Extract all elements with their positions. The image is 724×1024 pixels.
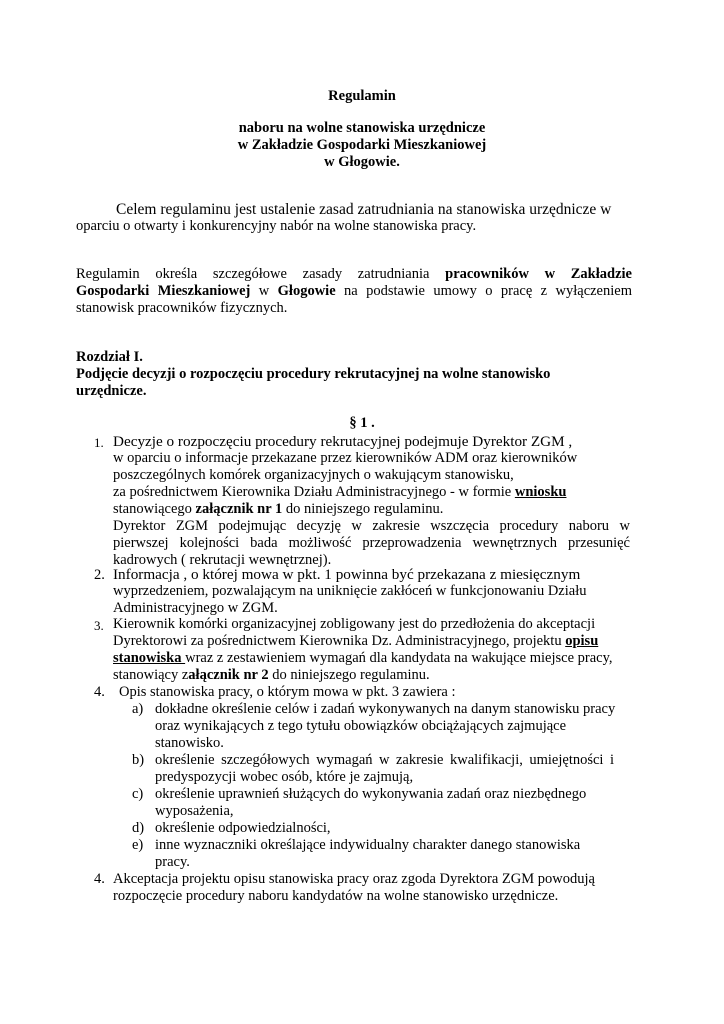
item-3-line-1: Kierownik komórki organizacyjnej zobligowany jest do przedłożenia do akceptacji: [113, 616, 596, 632]
scope-text-w: w: [250, 283, 278, 299]
scope-line-3: stanowisk pracowników fizycznych.: [76, 300, 288, 316]
item-1-line-4: [113, 484, 566, 501]
scope-bold-company: Gospodarki Mieszkaniowej: [76, 283, 251, 299]
scope-bold-text: pracowników w Zakładzie: [445, 266, 632, 282]
zalacznik-1-text: załącznik nr 1: [195, 501, 283, 517]
item-1-line-8: kadrowych ( rekrutacji wewnętrznej).: [113, 552, 332, 568]
scope-text-rest: na podstawie umowy o pracę z wyłączeniem: [335, 283, 632, 299]
zalacznik-2-text: ałącznik nr 2: [188, 667, 269, 683]
title-company: w Zakładzie Gospodarki Mieszkaniowej: [237, 137, 487, 153]
sub-a-label: a): [132, 701, 144, 717]
sub-b-line-1: określenie szczegółowych wymagań w zakresie kwalifikacji, umiejętności i: [155, 752, 614, 768]
sub-a-line-1: dokładne określenie celów i zadań wykonywanych na danym stanowisku pracy: [155, 701, 616, 717]
item-5-number: 4.: [94, 871, 105, 887]
sub-e-line-2: pracy.: [155, 854, 190, 870]
item-1-number: 1.: [94, 435, 104, 450]
item-1-text: stanowiącego: [113, 501, 196, 517]
item-1-line-6: Dyrektor ZGM podejmując decyzję w zakresie wszczęcia procedury naboru w: [113, 518, 630, 534]
item-1-line-5: [113, 501, 443, 518]
scope-text: Regulamin określa szczegółowe zasady zatrudniania: [76, 266, 446, 282]
chapter-title-2: urzędnicze.: [76, 383, 147, 399]
scope-bold-city: Głogowie: [277, 283, 336, 299]
item-3-number: 3.: [94, 618, 104, 633]
item-4-line-1: Opis stanowiska pracy, o którym mowa w pkt. 3 zawiera :: [119, 684, 456, 700]
sub-c-line-2: wyposażenia,: [155, 803, 234, 819]
item-2-number: 2.: [94, 567, 105, 583]
chapter-title-1: Podjęcie decyzji o rozpoczęciu procedury rekrutacyjnej na wolne stanowisko: [76, 366, 551, 382]
sub-b-line-2: predyspozycji wobec osób, które je zajmują,: [155, 769, 414, 785]
sub-a-line-2: oraz wynikających z tego tytułu obowiązków obciążających zajmujące: [155, 718, 567, 734]
item-2-line-3: Administracyjnego w ZGM.: [113, 600, 278, 616]
scope-line-1: [76, 266, 632, 283]
item-5-line-1: Akceptacja projektu opisu stanowiska pracy oraz zgoda Dyrektora ZGM powodują: [113, 871, 595, 887]
item-3-line-3: [113, 650, 613, 667]
item-1-text: do niniejszego regulaminu.: [282, 501, 444, 517]
chapter-label: Rozdział I.: [76, 349, 143, 365]
intro-line-2: oparciu o otwarty i konkurencyjny nabór na wolne stanowiska pracy.: [76, 218, 477, 234]
item-2-line-2: wyprzedzeniem, pozwalającym na uniknięcie zakłóceń w funkcjonowaniu Działu: [113, 583, 587, 599]
item-1-line-1: Decyzje o rozpoczęciu procedury rekrutacyjnej podejmuje Dyrektor ZGM ,: [113, 433, 573, 450]
item-1-line-7: pierwszej kolejności bada możliwość przeprowadzenia wewnętrznych przesunięć: [113, 535, 630, 551]
item-3-line-4: [113, 667, 430, 684]
item-5-line-2: rozpoczęcie procedury naboru kandydatów na wolne stanowisko urzędnicze.: [113, 888, 559, 904]
item-1-text: za pośrednictwem Kierownika Działu Administracyjnego - w formie: [113, 484, 515, 500]
sub-c-line-1: określenie uprawnień służących do wykonywania zadań oraz niezbędnego: [155, 786, 587, 802]
item-3-text: Dyrektorowi za pośrednictwem Kierownika Dz. Administracyjnego, projektu: [113, 633, 566, 649]
title-subtitle: naboru na wolne stanowiska urzędnicze: [238, 120, 486, 136]
title-city: w Głogowie.: [324, 154, 400, 170]
item-1-line-2: w oparciu o informacje przekazane przez kierowników ADM oraz kierowników: [113, 450, 578, 466]
section-mark: § 1 .: [349, 415, 375, 431]
item-3-text: stanowiący z: [113, 667, 189, 683]
sub-b-label: b): [132, 752, 145, 768]
sub-e-label: e): [132, 837, 144, 853]
intro-line-1: Celem regulaminu jest ustalenie zasad zatrudniania na stanowiska urzędnicze w: [116, 201, 612, 218]
item-4-number: 4.: [94, 684, 105, 700]
wniosek-text: wniosku: [514, 484, 567, 500]
item-1-line-3: poszczególnych komórek organizacyjnych o wakującym stanowisku,: [113, 467, 514, 483]
item-3-line-2: [113, 633, 598, 650]
sub-a-line-3: stanowisko.: [155, 735, 224, 751]
scope-line-2: [76, 283, 632, 300]
sub-d-line-1: określenie odpowiedzialności,: [155, 820, 331, 836]
item-3-text: do niniejszego regulaminu.: [268, 667, 430, 683]
opis-text: opisu: [565, 633, 599, 649]
sub-e-line-1: inne wyznaczniki określające indywidualny charakter danego stanowiska: [155, 837, 581, 853]
title-regulamin: Regulamin: [328, 88, 396, 104]
item-3-text: wraz z zestawieniem wymagań dla kandydata na wakujące miejsce pracy,: [185, 650, 613, 666]
sub-c-label: c): [132, 786, 144, 802]
stanowiska-text: stanowiska: [113, 650, 186, 666]
item-2-line-1: Informacja , o której mowa w pkt. 1 powinna być przekazana z miesięcznym: [113, 566, 581, 583]
sub-d-label: d): [132, 820, 145, 836]
